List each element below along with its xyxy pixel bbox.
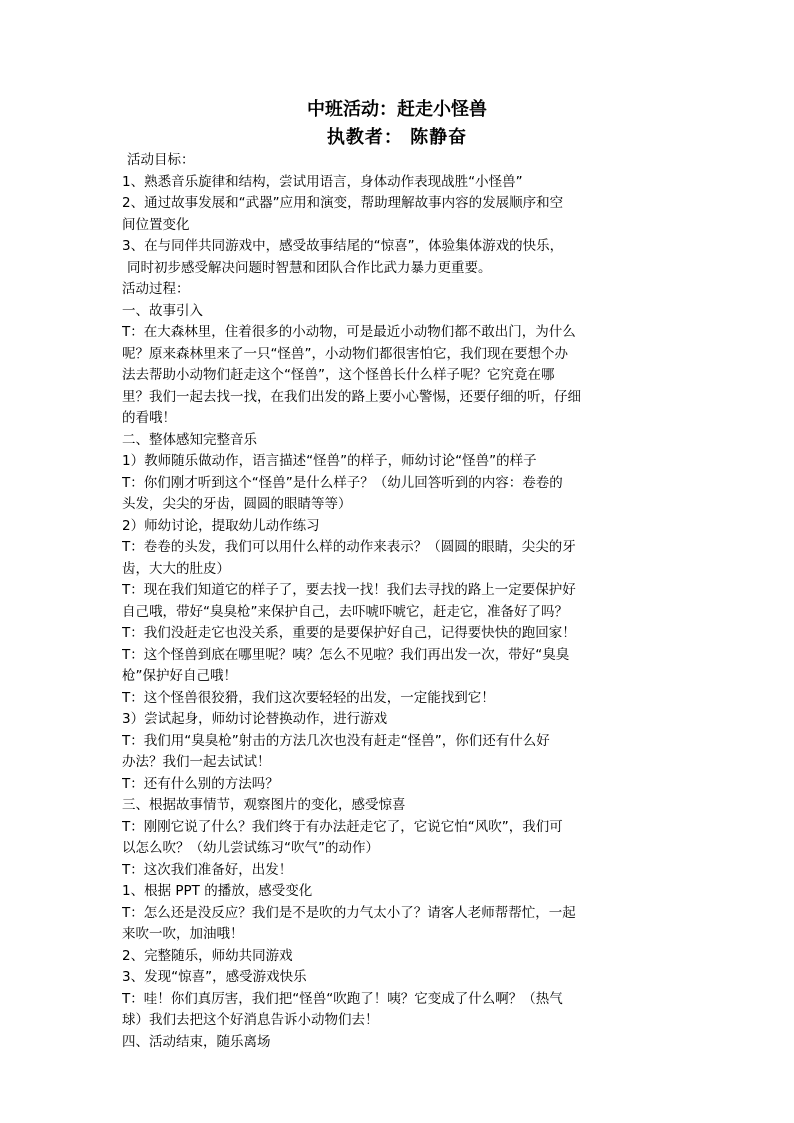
- body-line: T：在大森林里，住着很多的小动物，可是最近小动物们都不敢出门，为什么: [122, 324, 576, 340]
- body-line: T：怎么还是没反应？我们是不是吹的力气太小了？请客人老师帮帮忙，一起: [122, 904, 576, 921]
- teacher-line: 执教者： 陈静奋: [326, 127, 468, 148]
- body-line: 3、在与同伴共同游戏中，感受故事结尾的“惊喜”，体验集体游戏的快乐，: [122, 238, 564, 254]
- body-line: 法去帮助小动物们赶走这个“怪兽”，这个怪兽长什么样子呢？它究竟在哪: [122, 367, 555, 383]
- body-line: T：这次我们准备好，出发！: [122, 861, 293, 878]
- body-line: T：现在我们知道它的样子了，要去找一找！我们去寻找的路上一定要保护好: [122, 582, 576, 598]
- body-line: 办法？我们一起去试试！: [122, 754, 271, 770]
- body-line: 球）我们去把这个好消息告诉小动物们去！: [122, 1012, 379, 1028]
- body-line: 齿，大大的肚皮）: [122, 560, 230, 577]
- document-title: 中班活动：赶走小怪兽: [307, 99, 487, 120]
- body-line: T：我们用“臭臭枪”射击的方法几次也没有赶走“怪兽”，你们还有什么好: [122, 732, 550, 749]
- body-line: 的看哦！: [122, 410, 176, 426]
- body-line: 呢？原来森林里来了一只“怪兽”，小动物们都很害怕它，我们现在要想个办: [122, 345, 568, 362]
- body-line: 里？我们一起去找一找，在我们出发的路上要小心警惕，还要仔细的听，仔细: [122, 388, 581, 405]
- document-body: [122, 150, 670, 1053]
- body-line: 2）师幼讨论，提取幼儿动作练习: [122, 517, 320, 534]
- body-line: 2、完整随乐，师幼共同游戏: [122, 947, 293, 964]
- body-line: T：哇！你们真厉害，我们把“怪兽“吹跑了！咦？它变成了什么啊？（热气: [122, 990, 563, 1007]
- body-line: 3）尝试起身，师幼讨论替换动作，进行游戏: [122, 711, 388, 727]
- section-heading: 三、根据故事情节，观察图片的变化，感受惊喜: [122, 797, 406, 813]
- section-heading: 活动过程：: [122, 281, 190, 297]
- body-line: T：还有什么别的方法吗？: [122, 775, 279, 792]
- body-line: T：这个怪兽很狡猾，我们这次要轻轻的出发，一定能找到它！: [122, 689, 495, 706]
- body-line: T：我们没赶走它也没关系，重要的是要保护好自己，记得要快快的跑回家！: [122, 625, 576, 641]
- body-line: T：刚刚它说了什么？我们终于有办法赶走它了，它说它怕“风吹”，我们可: [122, 818, 563, 835]
- body-line: 以怎么吹？（幼儿尝试练习“吹气”的动作）: [122, 840, 379, 856]
- section-heading: 一、故事引入: [122, 302, 203, 319]
- body-line: 头发，尖尖的牙齿，圆圆的眼睛等等）: [122, 496, 352, 512]
- body-line: 1、熟悉音乐旋律和结构，尝试用语言，身体动作表现战胜“小怪兽”: [122, 173, 523, 190]
- body-line: 来吹一吹，加油哦！: [122, 926, 244, 942]
- body-line: 同时初步感受解决问题时智慧和团队合作比武力暴力更重要。: [127, 259, 492, 276]
- body-line: T：卷卷的头发，我们可以用什么样的动作来表示？（圆圆的眼睛，尖尖的牙: [122, 539, 576, 555]
- section-heading: 二、整体感知完整音乐: [122, 431, 257, 448]
- body-line: 间位置变化: [122, 216, 190, 233]
- body-line: 3、发现“惊喜”，感受游戏快乐: [122, 969, 307, 985]
- body-line: T：这个怪兽到底在哪里呢？咦？怎么不见啦？我们再出发一次，带好“臭臭: [122, 646, 570, 663]
- body-line: 2、通过故事发展和“武器”应用和演变，帮助理解故事内容的发展顺序和空: [122, 195, 564, 211]
- body-line: 1）教师随乐做动作，语言描述“怪兽”的样子，师幼讨论“怪兽”的样子: [122, 453, 537, 469]
- body-line: T：你们刚才听到这个“怪兽”是什么样子？（幼儿回答听到的内容：卷卷的: [122, 474, 563, 491]
- body-line: 1、根据 PPT 的播放，感受变化: [122, 883, 313, 899]
- body-line: 自己哦，带好“臭臭枪”来保护自己，去吓唬吓唬它，赶走它，准备好了吗？: [122, 603, 568, 620]
- body-line: 枪”保护好自己哦！: [122, 668, 237, 684]
- section-heading: 四、活动结束，随乐离场: [122, 1033, 271, 1050]
- section-heading: 活动目标：: [127, 152, 195, 168]
